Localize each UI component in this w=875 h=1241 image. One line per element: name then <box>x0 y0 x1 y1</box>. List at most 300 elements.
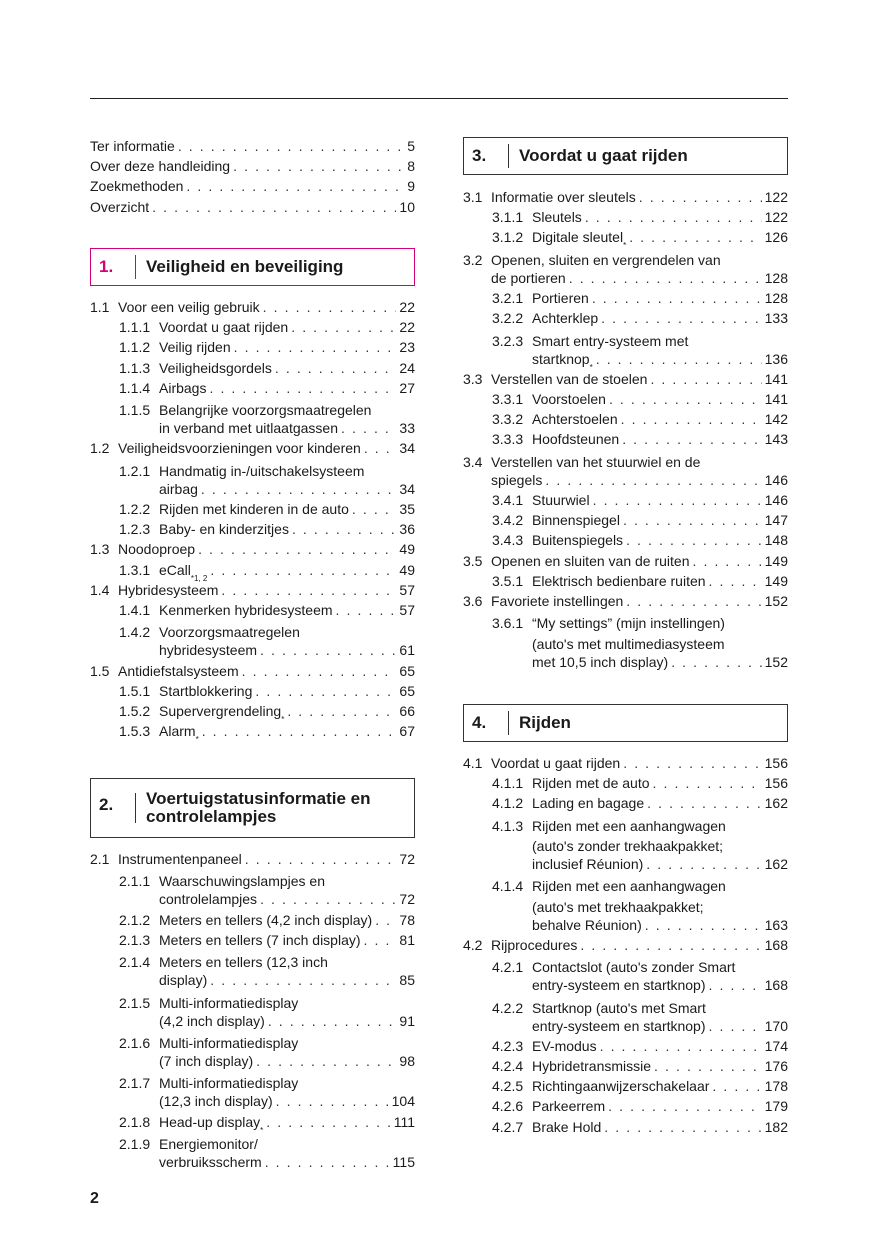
toc-entry-line <box>119 991 415 1011</box>
leader-dots <box>646 855 761 873</box>
page-number-ref: 57 <box>399 602 415 618</box>
toc-entry[interactable] <box>90 662 415 680</box>
section-number: 4.2.5 <box>492 1078 524 1095</box>
toc-entry[interactable] <box>90 177 415 195</box>
section-number: 3.3.1 <box>492 391 524 407</box>
section-title: EV-modus <box>532 1037 597 1054</box>
toc-entry-line <box>492 390 788 408</box>
toc-entry-line <box>492 774 788 792</box>
chapter-3-header[interactable] <box>463 137 788 175</box>
section-number: 3.5 <box>463 552 483 569</box>
toc-entry-line <box>90 198 415 216</box>
section-number: 2.1 <box>90 851 110 867</box>
section-title: Voordat u gaat rijden <box>159 319 289 336</box>
toc-entry[interactable] <box>119 1032 415 1070</box>
toc-entry[interactable] <box>492 228 788 251</box>
chapter-title: Voordat u gaat rijden <box>519 146 688 165</box>
leader-dots <box>255 682 396 700</box>
toc-entry-line <box>119 601 415 619</box>
section-title: Waarschuwingslampjes en <box>159 873 325 890</box>
toc-entry[interactable] <box>492 794 788 812</box>
page-number-ref: 78 <box>399 911 415 928</box>
toc-entry[interactable] <box>119 318 415 336</box>
section-number: 4.2.1 <box>492 959 524 976</box>
leader-dots <box>210 971 396 989</box>
page-number-ref: 104 <box>391 1093 415 1110</box>
section-number: 3.2 <box>463 251 483 268</box>
page-number-ref: 170 <box>764 1017 788 1034</box>
toc-entry-line <box>463 552 788 570</box>
page-number-ref: 149 <box>764 552 788 569</box>
section-title: Zoekmethoden <box>90 178 184 195</box>
toc-entry[interactable] <box>463 552 788 570</box>
section-number: 1.1.4 <box>119 379 151 396</box>
toc-entry-line <box>492 1077 788 1095</box>
leader-dots <box>276 1092 389 1110</box>
leader-dots <box>653 774 762 792</box>
section-title: Contactslot (auto's zonder Smart <box>532 959 736 976</box>
section-number: 2.1.2 <box>119 911 151 928</box>
section-number: 3.3.2 <box>492 411 524 428</box>
toc-entry[interactable] <box>492 511 788 529</box>
toc-entry-line <box>492 329 788 349</box>
section-number: 1.2.2 <box>119 501 151 517</box>
toc-entry[interactable] <box>492 875 788 933</box>
toc-entry-line <box>119 1092 415 1110</box>
page-number-ref: 33 <box>399 420 415 437</box>
section-title: Multi-informatiedisplay <box>159 1075 299 1092</box>
section-title: Multi-informatiedisplay <box>159 994 299 1011</box>
section-title: Over deze handleiding <box>90 158 231 175</box>
page-number-ref: 8 <box>407 158 415 175</box>
section-title: Meters en tellers (7 inch display) <box>159 931 361 948</box>
toc-entry[interactable] <box>119 621 415 659</box>
section-title: Energiemonitor/ <box>159 1135 258 1152</box>
toc-entry[interactable] <box>90 540 415 558</box>
section-title: Voor een veilig gebruik <box>118 299 260 315</box>
toc-entry-line <box>463 754 788 772</box>
leader-dots <box>709 1017 762 1035</box>
toc-entry[interactable] <box>119 870 415 908</box>
leader-dots <box>186 177 404 195</box>
section-title: Voordat u gaat rijden <box>491 755 621 771</box>
toc-entry[interactable] <box>492 1037 788 1055</box>
section-number: 3.4.1 <box>492 492 524 508</box>
toc-entry-line <box>463 936 788 954</box>
toc-entry-line <box>492 956 788 976</box>
toc-entry-line <box>119 379 415 397</box>
toc-entry-line <box>119 318 415 336</box>
toc-entry-line <box>492 1017 788 1035</box>
section-title: Meters en tellers (12,3 inch <box>159 954 328 971</box>
leader-dots <box>178 137 404 155</box>
section-number: 4.1.2 <box>492 795 524 812</box>
toc-entry-line <box>90 137 415 155</box>
toc-entry-line <box>119 460 415 480</box>
toc-entry[interactable] <box>492 612 788 670</box>
section-title: verbruiksscherm <box>159 1153 262 1170</box>
toc-entry[interactable] <box>119 338 415 356</box>
section-number: 4.1.3 <box>492 817 524 834</box>
section-number: 2.1.3 <box>119 931 151 948</box>
page-number-ref: 49 <box>399 561 415 578</box>
section-title: Parkeerrem <box>532 1098 606 1115</box>
section-title: Verstellen van het stuurwiel en de <box>491 453 701 470</box>
section-title: Alarm <box>159 723 196 740</box>
toc-entry[interactable] <box>90 298 415 316</box>
leader-dots <box>265 1153 390 1171</box>
leader-dots <box>639 188 762 206</box>
page-number-ref: 141 <box>764 370 788 387</box>
toc-entry[interactable] <box>492 774 788 792</box>
toc-entry-line <box>119 911 415 929</box>
chapter-title: Veiligheid en beveiliging <box>146 257 344 276</box>
toc-entry[interactable] <box>119 911 415 929</box>
toc-entry[interactable] <box>492 572 788 590</box>
toc-entry[interactable] <box>119 1072 415 1110</box>
leader-dots <box>692 552 761 570</box>
toc-entry[interactable] <box>492 329 788 372</box>
page-number-ref: 98 <box>399 1052 415 1069</box>
section-number: 2.1.8 <box>119 1113 151 1130</box>
section-title: Verstellen van de stoelen <box>491 370 648 387</box>
toc-entry-line <box>492 1037 788 1055</box>
toc-entry[interactable] <box>119 931 415 949</box>
leader-dots <box>336 601 397 619</box>
page-number-ref: 49 <box>399 541 415 558</box>
toc-entry[interactable] <box>463 249 788 287</box>
page-number-ref: 182 <box>764 1118 788 1135</box>
section-title: Head-up display <box>159 1113 261 1130</box>
leader-dots <box>245 850 397 868</box>
section-title: Hoofdsteunen <box>532 431 620 448</box>
leader-dots <box>275 359 397 377</box>
toc-entry[interactable] <box>492 390 788 408</box>
section-number: 3.5.1 <box>492 572 524 589</box>
toc-entry[interactable] <box>119 722 415 745</box>
section-number: 1.5 <box>90 662 110 679</box>
page-number-ref: 168 <box>764 977 788 994</box>
section-number: 2.1.6 <box>119 1034 151 1051</box>
section-title: Baby- en kinderzitjes <box>159 521 289 538</box>
section-number: 1.1 <box>90 299 110 315</box>
section-number: 2.1.9 <box>119 1135 151 1152</box>
section-title: Airbags <box>159 379 207 396</box>
leader-dots <box>341 419 396 437</box>
section-title: Hybridesysteem <box>118 581 219 598</box>
page-number-ref: 128 <box>764 269 788 286</box>
section-title: Rijden met een aanhangwagen <box>532 817 726 834</box>
toc-entry-line <box>119 641 415 659</box>
page-number-ref: 148 <box>764 532 788 549</box>
section-title: Veiligheidsvoorzieningen voor kinderen <box>118 440 361 457</box>
toc-entry-line <box>119 1133 415 1153</box>
toc-entry-line: 2.1.8 Head-up display * . . . 111 <box>119 1113 415 1131</box>
section-number: 1.5.1 <box>119 682 151 699</box>
toc-entry[interactable] <box>492 430 788 448</box>
page-number-ref: 67 <box>399 723 415 740</box>
toc-entry-line <box>90 581 415 599</box>
toc-entry[interactable] <box>119 379 415 397</box>
section-title: Noodoproep <box>118 541 196 558</box>
toc-entry[interactable] <box>492 815 788 873</box>
toc-entry[interactable] <box>463 592 788 610</box>
leader-dots <box>596 350 762 368</box>
toc-entry-line <box>492 1118 788 1136</box>
section-title: startknop <box>532 350 590 367</box>
leader-dots <box>592 289 762 307</box>
chapter-4-header[interactable] <box>463 704 788 742</box>
leader-dots <box>221 581 396 599</box>
section-number: 2.1.7 <box>119 1075 151 1092</box>
chapter-number: 4. <box>464 711 509 735</box>
leader-dots <box>709 976 762 994</box>
toc-entry[interactable] <box>463 370 788 388</box>
toc-entry[interactable] <box>119 1133 415 1171</box>
section-title: Multi-informatiedisplay <box>159 1034 299 1051</box>
section-title: in verband met uitlaatgassen <box>159 420 338 437</box>
section-number: 1.5.2 <box>119 703 151 719</box>
toc-entry[interactable] <box>119 561 415 583</box>
section-number: 1.4 <box>90 581 110 598</box>
page-number-ref: 152 <box>764 593 788 609</box>
section-number: 2.1.5 <box>119 994 151 1011</box>
page-number-ref: 178 <box>764 1078 788 1095</box>
page-number-ref: 72 <box>399 851 415 867</box>
toc-entry[interactable] <box>492 1097 788 1115</box>
toc-entry-line <box>463 592 788 610</box>
section-title: de portieren <box>491 269 566 286</box>
chapter-2-header[interactable] <box>90 778 415 838</box>
section-title: Smart entry-systeem met <box>532 332 689 349</box>
page-number-ref: 122 <box>764 209 788 226</box>
leader-dots <box>266 1113 390 1131</box>
toc-entry-line <box>119 621 415 641</box>
toc-entry-line <box>492 531 788 549</box>
toc-entry-line <box>492 1057 788 1075</box>
section-title: Startblokkering <box>159 682 253 699</box>
toc-entry[interactable] <box>119 500 415 518</box>
section-number: 1.1.1 <box>119 319 151 336</box>
toc-entry[interactable] <box>492 956 788 994</box>
toc-entry[interactable] <box>90 439 415 457</box>
page-number-ref: 111 <box>393 1113 415 1130</box>
section-number: 3.4.3 <box>492 532 524 549</box>
toc-entry-line <box>492 895 788 915</box>
section-number: 3.6 <box>463 593 483 609</box>
section-number: 1.3 <box>90 541 110 558</box>
leader-dots <box>626 531 762 549</box>
section-number: 4.2 <box>463 936 483 953</box>
section-number: 3.3 <box>463 370 483 387</box>
section-title: Rijprocedures <box>491 936 578 953</box>
toc-entry-line <box>463 451 788 471</box>
toc-entry[interactable] <box>463 451 788 489</box>
section-title: spiegels <box>491 471 543 488</box>
section-title: Rijden met kinderen in de auto <box>159 501 349 517</box>
section-number: 1.2.3 <box>119 521 151 538</box>
section-number: 2.1.1 <box>119 873 151 890</box>
toc-entry[interactable] <box>492 1057 788 1075</box>
section-number: 1.4.1 <box>119 602 151 618</box>
section-title: Elektrisch bedienbare ruiten <box>532 572 706 589</box>
toc-entry-line <box>119 359 415 377</box>
leader-dots <box>601 309 761 327</box>
chapter-number: 2. <box>91 793 136 823</box>
toc-entry-line: 3.1.2 Digitale sleutel * . . . 126 <box>492 228 788 246</box>
section-title: eCall <box>159 561 191 578</box>
leader-dots <box>600 1037 762 1055</box>
section-number: 3.1 <box>463 189 483 205</box>
toc-entry[interactable] <box>90 157 415 175</box>
toc-entry-line <box>492 309 788 327</box>
toc-entry[interactable] <box>492 531 788 549</box>
section-number: 3.4 <box>463 453 483 470</box>
section-title: Hybridetransmissie <box>532 1058 652 1074</box>
leader-dots <box>263 298 397 316</box>
section-title: Supervergrendeling <box>159 703 282 719</box>
page-number-ref: 27 <box>399 379 415 396</box>
page-number-ref: 179 <box>764 1098 788 1115</box>
page-number-ref: 81 <box>399 931 415 948</box>
toc-entry[interactable] <box>492 309 788 327</box>
section-title: Informatie over sleutels <box>491 189 636 205</box>
section-title: “My settings” (mijn instellingen) <box>532 615 725 632</box>
section-number: 3.2.1 <box>492 290 524 306</box>
section-title: (4,2 inch display) <box>159 1012 265 1029</box>
chapter-number: 3. <box>464 144 509 168</box>
toc-entry[interactable] <box>463 754 788 772</box>
toc-entry-line <box>90 177 415 195</box>
toc-entry-line <box>119 520 415 538</box>
page-number-ref: 23 <box>399 339 415 356</box>
toc-entry[interactable] <box>119 991 415 1029</box>
page-number-ref: 85 <box>399 972 415 989</box>
top-rule <box>90 98 788 99</box>
leader-dots <box>287 702 396 720</box>
toc-entry-line <box>492 996 788 1016</box>
toc-entry-line <box>119 870 415 890</box>
toc-entry[interactable] <box>492 1118 788 1136</box>
section-number: 3.1.1 <box>492 209 524 226</box>
leader-dots <box>209 379 396 397</box>
toc-entry[interactable] <box>492 491 788 509</box>
toc-entry[interactable] <box>119 1113 415 1135</box>
section-title: Buitenspiegels <box>532 532 624 549</box>
section-number: 4.2.7 <box>492 1118 524 1135</box>
page-number-ref: 133 <box>764 310 788 327</box>
section-title: Meters en tellers (4,2 inch display) <box>159 911 373 928</box>
toc-entry[interactable] <box>90 198 415 216</box>
leader-dots <box>709 572 762 590</box>
toc-entry-line <box>119 1153 415 1171</box>
leader-dots <box>608 1097 762 1115</box>
toc-entry-line <box>90 540 415 558</box>
page-number-ref: 128 <box>764 290 788 306</box>
toc-entry[interactable] <box>119 399 415 437</box>
leader-dots <box>364 931 397 949</box>
toc-entry-line <box>492 653 788 671</box>
section-title: Openen, sluiten en vergrendelen van <box>491 251 721 268</box>
leader-dots <box>626 592 761 610</box>
toc-entry-line <box>119 419 415 437</box>
toc-entry[interactable] <box>119 682 415 700</box>
toc-entry-line <box>119 931 415 949</box>
page-number-ref: 35 <box>399 501 415 517</box>
section-title: (auto's met trekhaakpakket; <box>532 898 704 915</box>
page-number-ref: 146 <box>764 471 788 488</box>
section-number: 1.1.3 <box>119 359 151 376</box>
page-number-ref: 126 <box>764 229 788 246</box>
toc-entry-line <box>119 1072 415 1092</box>
page-number-ref: 61 <box>399 642 415 659</box>
section-title: airbag <box>159 480 198 497</box>
section-title: Richtingaanwijzerschakelaar <box>532 1078 710 1095</box>
chapter-1-header[interactable] <box>90 248 415 286</box>
leader-dots <box>375 911 396 929</box>
section-title: (7 inch display) <box>159 1052 254 1069</box>
toc-entry[interactable] <box>492 996 788 1034</box>
toc-entry[interactable] <box>119 951 415 989</box>
toc-entry[interactable] <box>90 137 415 155</box>
toc-entry[interactable] <box>119 460 415 498</box>
section-title: (auto's met multimediasysteem <box>532 635 725 652</box>
section-title: entry-systeem en startknop) <box>532 1017 706 1034</box>
section-title: Lading en bagage <box>532 795 645 812</box>
section-title: hybridesysteem <box>159 642 258 659</box>
section-number: 3.6.1 <box>492 615 524 632</box>
toc-entry[interactable] <box>492 208 788 226</box>
toc-entry-line <box>492 511 788 529</box>
toc-entry-line <box>119 399 415 419</box>
section-title: Instrumentenpaneel <box>118 851 242 867</box>
toc-entry[interactable] <box>492 410 788 428</box>
leader-dots <box>647 794 762 812</box>
toc-entry-line <box>90 439 415 457</box>
toc-entry[interactable] <box>90 850 415 868</box>
toc-entry[interactable] <box>463 188 788 206</box>
toc-entry[interactable] <box>90 581 415 599</box>
leader-dots <box>202 722 397 740</box>
leader-dots <box>268 1012 397 1030</box>
toc-entry-line <box>492 632 788 652</box>
page-number-ref: 168 <box>764 936 788 953</box>
section-number: 1.3.1 <box>119 561 151 578</box>
toc-entry-line <box>492 794 788 812</box>
toc-entry-line <box>463 471 788 489</box>
section-title: Handmatig in-/uitschakelsysteem <box>159 462 365 479</box>
toc-entry[interactable] <box>119 520 415 538</box>
toc-entry[interactable] <box>119 702 415 724</box>
toc-entry-line <box>119 1012 415 1030</box>
page-number-ref: 5 <box>407 138 415 154</box>
toc-entry-line <box>119 971 415 989</box>
toc-entry[interactable] <box>119 601 415 619</box>
leader-dots <box>234 338 397 356</box>
toc-entry[interactable] <box>463 936 788 954</box>
toc-entry-line <box>119 682 415 700</box>
leader-dots <box>621 410 762 428</box>
section-title: Veilig rijden <box>159 339 231 356</box>
toc-entry[interactable] <box>119 359 415 377</box>
leader-dots <box>256 1052 396 1070</box>
section-number: 1.4.2 <box>119 624 151 641</box>
section-title: behalve Réunion) <box>532 916 642 933</box>
toc-entry[interactable] <box>492 1077 788 1095</box>
page-number-ref: 146 <box>764 492 788 508</box>
page-number-ref: 162 <box>764 795 788 812</box>
toc-entry[interactable] <box>492 289 788 307</box>
